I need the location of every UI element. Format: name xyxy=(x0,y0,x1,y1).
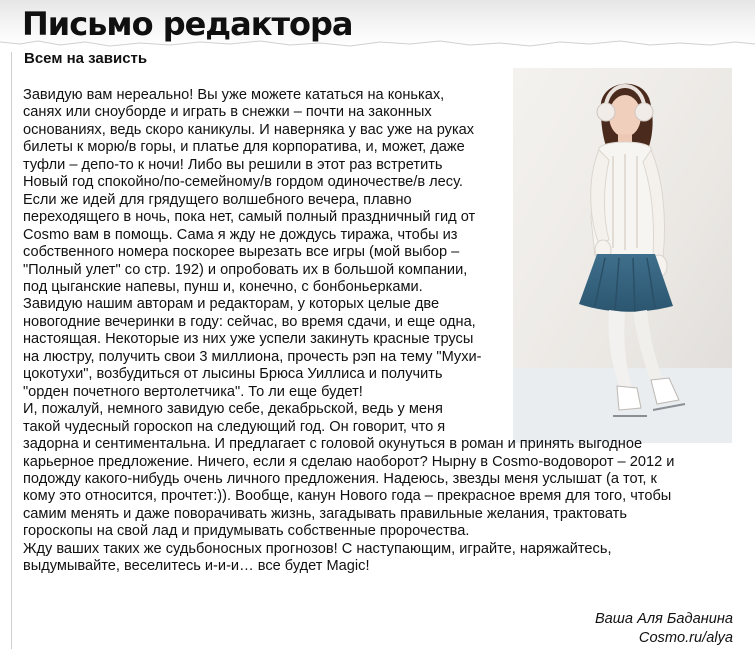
text-line: подожду какого-нибудь очень личного предложения. Надеюсь, звезды меня услышат (а тот, к xyxy=(23,470,657,487)
text-line: Cosmo вам в помощь. Сама я жду не дождусь тиража, чтобы из xyxy=(23,226,458,243)
text-line: переходящего в ночь, пока нет, самый полный праздничный гид от xyxy=(23,209,476,226)
text-line: Завидую вам нереально! Вы уже можете кататься на коньках, xyxy=(23,87,445,103)
text-line: такой чудесный гороскоп на следующий год. Он говорит, что я xyxy=(23,418,446,435)
signature-block xyxy=(595,610,733,648)
text-line: "орден почетного вертолетчика". То ли еще будет! xyxy=(23,383,363,400)
text-line: туфли – депо-то к ночи! Либо вы решили в этот раз встретить xyxy=(23,156,443,173)
text-line: самим менять и даже поворачивать жизнь, загадывать правильные желания, трактовать xyxy=(23,505,627,522)
text-line: санях или сноуборде и играть в снежки – почти на законных xyxy=(23,104,432,121)
text-line: выдумывайте, веселитесь и-и-и… все будет Magic! xyxy=(23,558,370,575)
text-line: на люстру, получить свои 3 миллиона, прочесть рэп на тему "Мухи- xyxy=(23,348,482,365)
text-line: цокотухи", возбудиться от лысины Брюса Уиллиса и получить xyxy=(23,366,443,383)
text-line: "Полный улет" со стр. 192) и опробовать их в большой компании, xyxy=(23,261,468,278)
text-line: новогодние вечеринки в году: сейчас, во время сдачи, и еще одна, xyxy=(23,313,476,330)
text-line: карьерное предложение. Ничего, если я сделаю наоборот? Нырну в Cosmo-водоворот – 2012 и xyxy=(23,453,675,470)
article-subtitle: Всем на зависть xyxy=(24,50,148,67)
text-line: билеты к морю/в горы, и платье для корпоратива, и, может, даже xyxy=(23,139,465,156)
text-line: основаниях, ведь скоро каникулы. И наверняка у вас уже на руках xyxy=(23,121,475,138)
article-body xyxy=(23,87,735,576)
text-line: задорна и сентиментальна. И предлагает с головой окунуться в роман и принять выгодное xyxy=(23,436,643,453)
text-line: И, пожалуй, немного завидую себе, декабрьской, ведь у меня xyxy=(23,401,443,418)
text-line: собственного номера поскорее вырезать все игры (мой выбор – xyxy=(23,244,460,261)
text-line: кому это относится, прочтет:)). Вообще, канун Нового года – прекрасное время для того, чтобы xyxy=(23,488,672,505)
text-line: под цыганские напевы, пунш и, конечно, с бонбоньерками. xyxy=(23,278,423,295)
text-line: Новый год спокойно/по-семейному/в гордом одиночестве/в лесу. xyxy=(23,174,463,191)
left-divider xyxy=(11,52,12,649)
author-blog-link[interactable]: Cosmo.ru/alya xyxy=(638,630,733,646)
text-line: настоящая. Некоторые из них уже успели закинуть красные трусы xyxy=(23,331,474,348)
author-signature: Ваша Аля Баданина xyxy=(594,611,733,627)
text-line: Завидую нашим авторам и редакторам, у которых целые две xyxy=(23,296,440,313)
text-line: гороскопы на свой лад и придумывать собственные пророчества. xyxy=(23,523,470,540)
text-line: Если же идей для грядущего волшебного вечера, плавно xyxy=(23,191,412,208)
page-title: Письмо редактора xyxy=(22,5,353,43)
text-line: Жду ваших таких же судьбоносных прогнозов! С наступающим, играйте, наряжайтесь, xyxy=(23,540,612,557)
